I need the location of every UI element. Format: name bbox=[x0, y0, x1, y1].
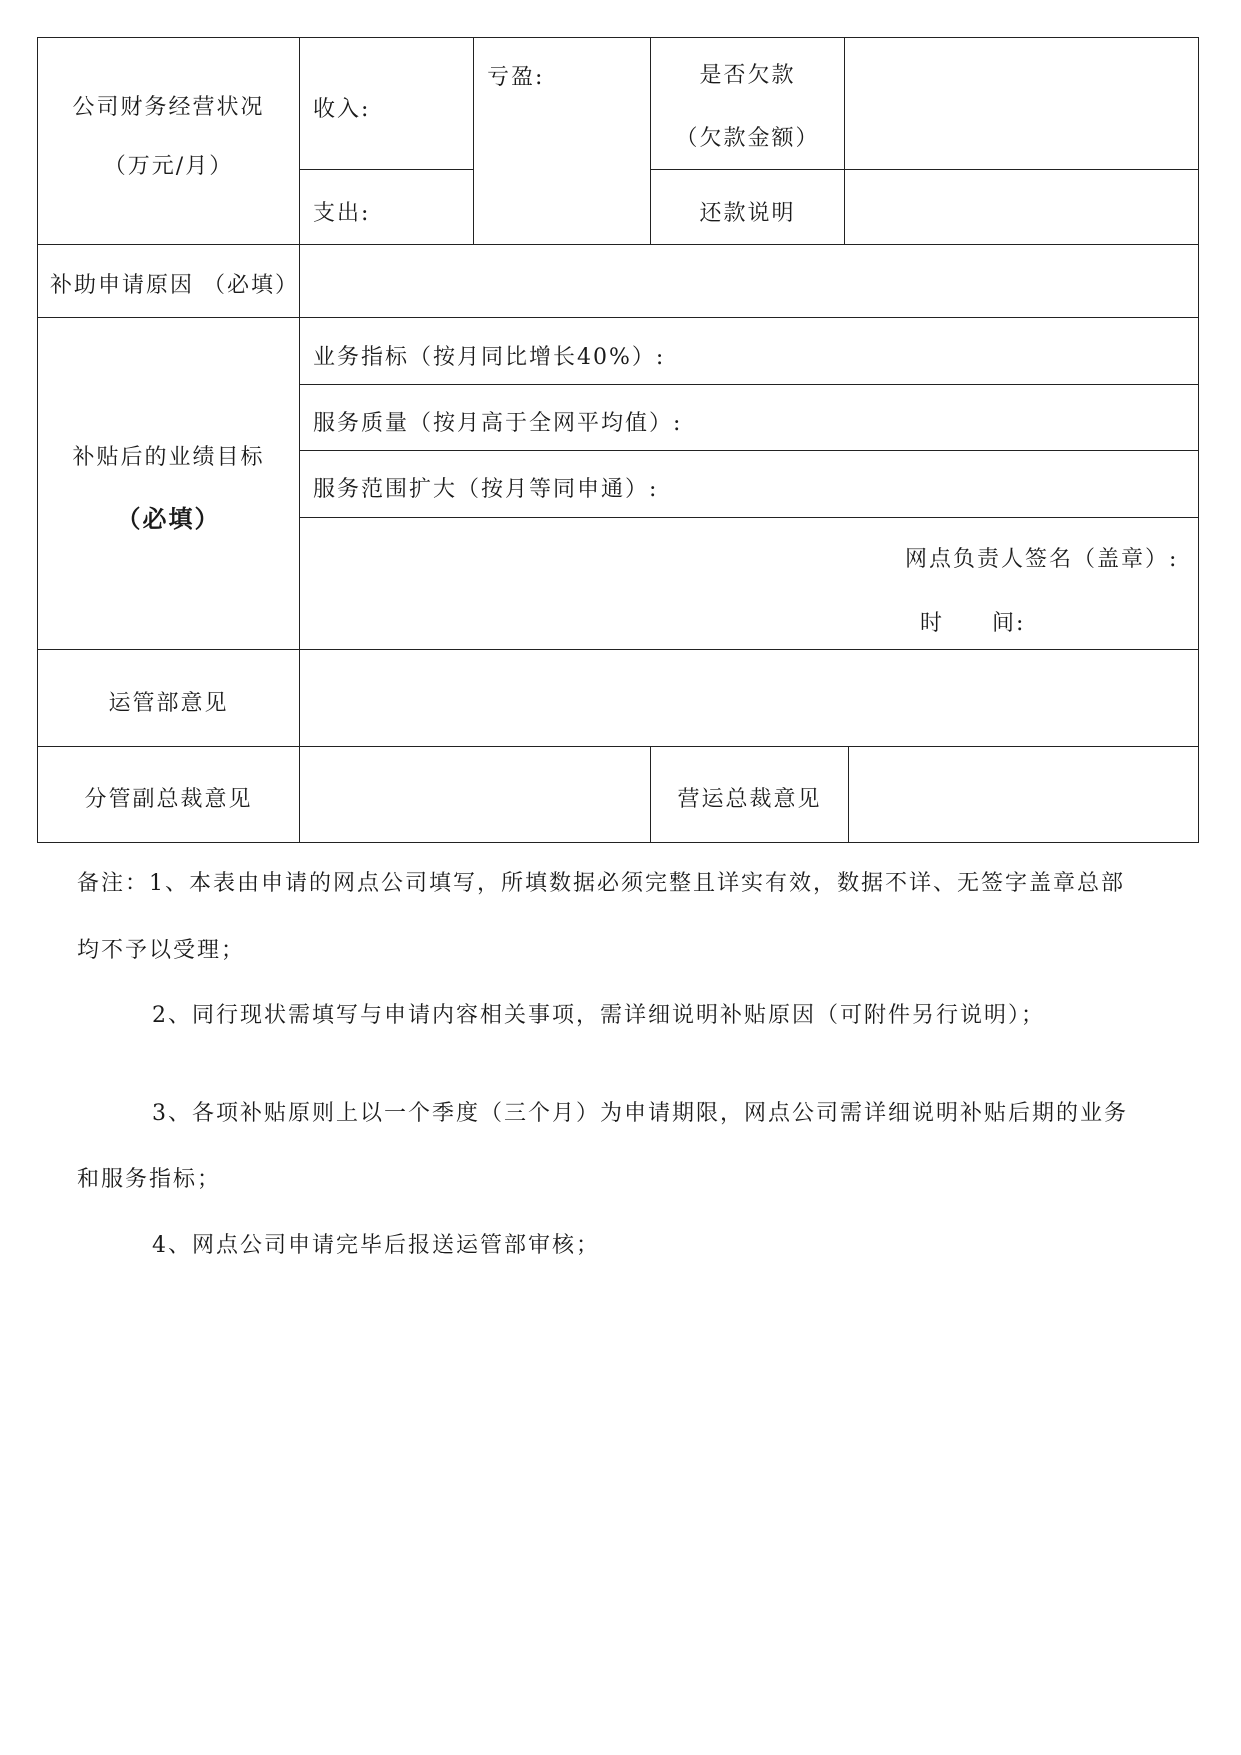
subsidy-reason-label: 补助申请原因 （必填） bbox=[50, 273, 299, 298]
expense-field[interactable]: 支出: bbox=[313, 201, 371, 226]
president-opinion-input[interactable] bbox=[849, 747, 1198, 842]
vp-opinion-label: 分管副总裁意见 bbox=[84, 787, 253, 812]
debt-label bbox=[651, 58, 844, 152]
debt-label-line2: （欠款金额） bbox=[675, 126, 820, 151]
sign-time-field[interactable]: 时 间: bbox=[920, 611, 1026, 636]
note-3-line2: 和服务指标； bbox=[77, 1167, 222, 1192]
subsidy-reason-input[interactable] bbox=[300, 245, 1198, 317]
ops-dept-opinion-input[interactable] bbox=[300, 650, 1198, 746]
vp-opinion-input[interactable] bbox=[300, 747, 650, 842]
finance-label-line2: （万元/月） bbox=[103, 154, 234, 179]
target-label-line1: 补贴后的业绩目标 bbox=[72, 445, 265, 470]
target-label-line2: （必填） bbox=[116, 504, 221, 533]
manager-signature-field[interactable]: 网点负责人签名（盖章）: bbox=[905, 547, 1179, 572]
finance-label-line1: 公司财务经营状况 bbox=[72, 95, 265, 120]
repayment-label: 还款说明 bbox=[699, 201, 796, 226]
debt-label-line1: 是否欠款 bbox=[699, 63, 796, 88]
finance-label bbox=[38, 90, 299, 180]
note-2: 2、同行现状需填写与申请内容相关事项，需详细说明补贴原因（可附件另行说明）； bbox=[152, 1003, 1045, 1028]
target-label bbox=[38, 440, 299, 534]
note-4: 4、网点公司申请完毕后报送运管部审核； bbox=[152, 1233, 600, 1258]
repayment-input[interactable] bbox=[845, 170, 1198, 244]
service-quality-field[interactable]: 服务质量（按月高于全网平均值）: bbox=[313, 411, 683, 436]
service-scope-field[interactable]: 服务范围扩大（按月等同申通）: bbox=[313, 477, 659, 502]
note-1-line2: 均不予以受理； bbox=[77, 938, 246, 963]
profit-loss-field[interactable]: 亏盈: bbox=[487, 65, 545, 90]
income-field[interactable]: 收入: bbox=[313, 97, 371, 122]
note-1-line1: 备注：1、本表由申请的网点公司填写，所填数据必须完整且详实有效，数据不详、无签字盖章总部 bbox=[77, 871, 1126, 896]
president-opinion-label: 营运总裁意见 bbox=[677, 787, 822, 812]
business-target-field[interactable]: 业务指标（按月同比增长40%）: bbox=[313, 345, 666, 370]
note-3-line1: 3、各项补贴原则上以一个季度（三个月）为申请期限，网点公司需详细说明补贴后期的业务 bbox=[152, 1101, 1129, 1126]
ops-dept-label: 运管部意见 bbox=[108, 691, 229, 716]
debt-amount-input[interactable] bbox=[845, 38, 1198, 169]
